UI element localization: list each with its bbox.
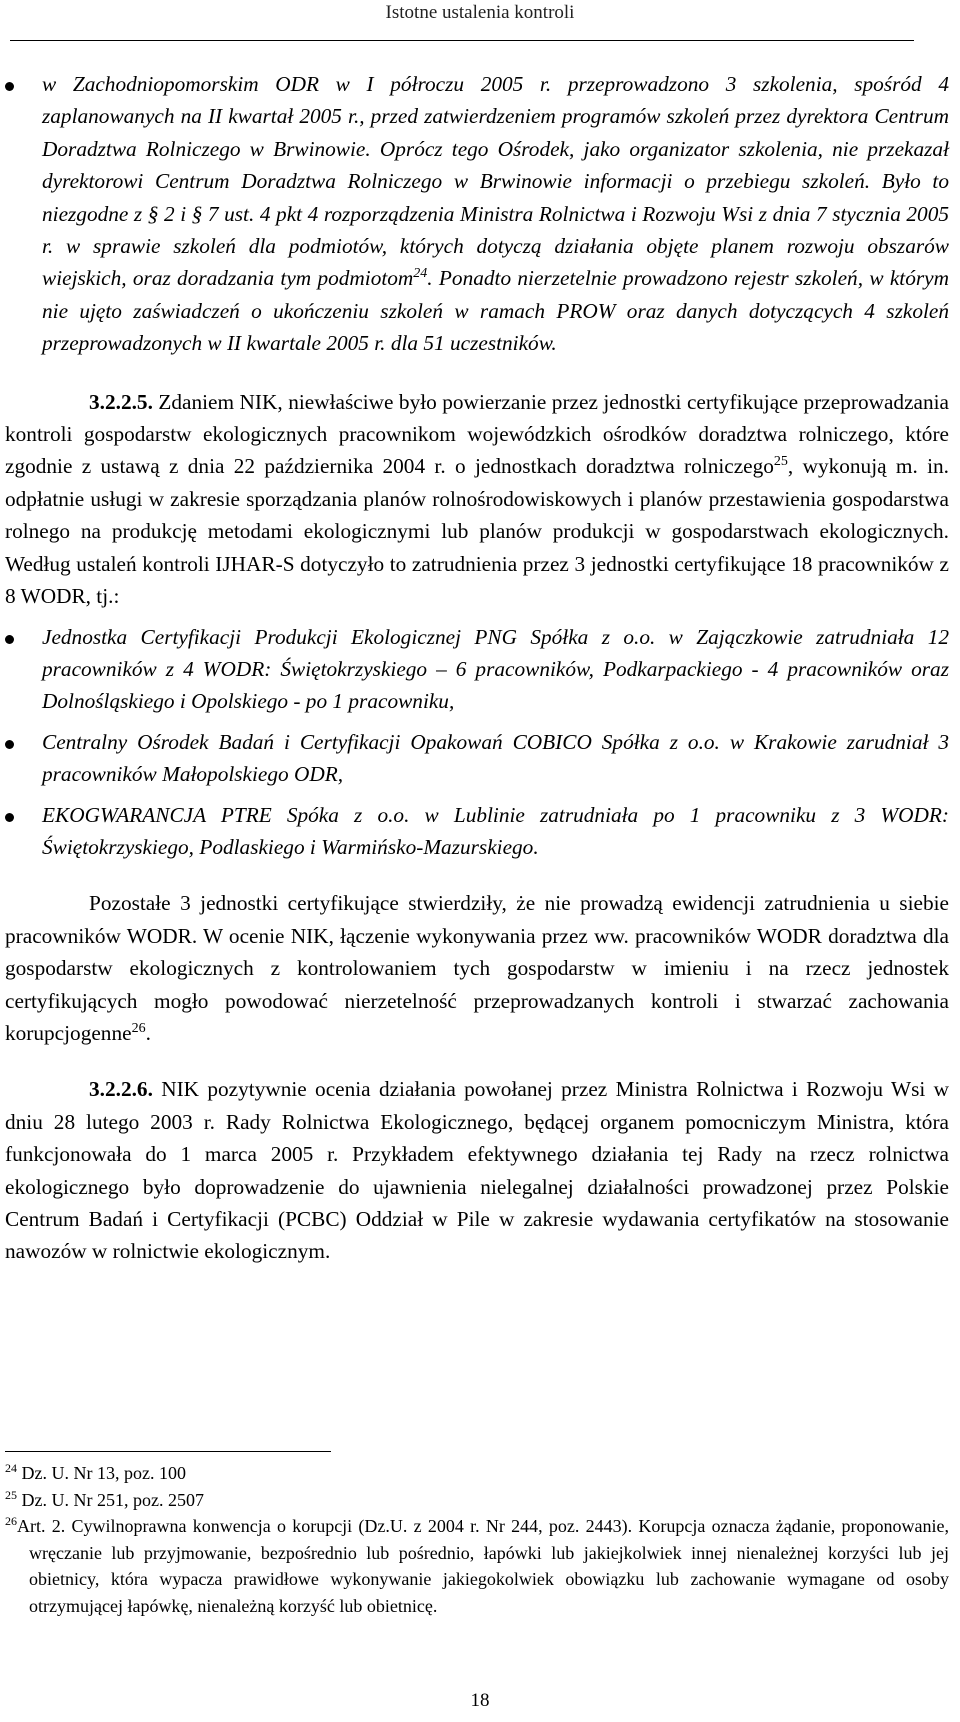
section-number: 3.2.2.5.	[89, 389, 153, 414]
footnote-25: $^{25}$ Dz. U. Nr 251, poz. 2507	[5, 1487, 204, 1510]
footnote-24: $^{24}$ Dz. U. Nr 13, poz. 100	[5, 1461, 186, 1483]
footnote-ref-25[interactable]: 25	[773, 454, 788, 470]
bullet-icon	[5, 740, 14, 749]
header-divider	[10, 40, 914, 41]
list-item: EKOGWARANCJA PTRE Spóka z o.o. w Lublinie zatrudniała po 1 pracowniku z 3 WODR: Świętokrzyskiego, Podlaskiego i Warmińsko-Mazurskiego.	[5, 799, 949, 864]
certification-bodies-list	[5, 621, 949, 864]
main-text	[5, 68, 949, 1268]
section-3-2-2-5: 3.2.2.5. Zdaniem NIK, niewłaściwe było powierzanie przez jednostki certyfikujące przeprowadzania kontroli gospodarstw ekologicznych pracownikom wojewódzkich ośrodków doradztwa rolniczego, które zgodnie z ustawą z dnia 22 października 2004 r. o jednostkach doradztwa rolniczego$^{25}$, wykonują m. in. odpłatnie usługi w zakresie sporządzania planów rolnośrodowiskowych i planów przestawienia gospodarstwa rolnego na produkcję metodami ekologicznymi lub planów produkcji w gospodarstwach ekologicznych. Według ustaleń kontroli IJHAR-S dotyczyło to zatrudnienia przez 3 jednostki certyfikujące 18 pracowników z 8 WODR, tj.:	[5, 389, 949, 609]
list-item: Jednostka Certyfikacji Produkcji Ekologicznej PNG Spółka z o.o. w Zajączkowie zatrudniała 12 pracowników z 4 WODR: Świętokrzyskiego – 6 pracowników, Podkarpackiego - 4 pracowników oraz Dolnośląskiego i Opolskiego - po 1 pracowniku,	[5, 621, 949, 718]
bullet-icon	[5, 82, 14, 91]
intro-bullet-list	[5, 68, 949, 360]
footnotes	[5, 1460, 949, 1620]
list-item: w Zachodniopomorskim ODR w I półroczu 2005 r. przeprowadzono 3 szkolenia, spośród 4 zaplanowanych na II kwartał 2005 r., przed zatwierdzeniem programów szkoleń przez dyrektora Centrum Doradztwa Rolniczego w Brwinowie. Oprócz tego Ośrodek, jako organizator szkolenia, nie przekazał dyrektorowi Centrum Doradztwa Rolniczego w Brwinowie informacji o przebiegu szkoleń. Było to niezgodne z § 2 i § 7 ust. 4 pkt 4 rozporządzenia Ministra Rolnictwa i Rozwoju Wsi z dnia 7 stycznia 2005 r. w sprawie szkoleń dla podmiotów, których dotyczą działania objęte planem rozwoju obszarów wiejskich, oraz doradzania tym podmiotom$^{24}$. Ponadto nierzetelnie prowadzono rejestr szkoleń, w którym nie ujęto zaświadczeń o ukończeniu szkoleń w ramach PROW oraz danych dotyczących 4 szkoleń przeprowadzonych w II kwartale 2005 r. dla 51 uczestników.	[5, 68, 949, 360]
bullet-icon	[5, 635, 14, 644]
list-item: Centralny Ośrodek Badań i Certyfikacji Opakowań COBICO Spółka z o.o. w Krakowie zarudniał 3 pracowników Małopolskiego ODR,	[5, 726, 949, 791]
section-3-2-2-6: 3.2.2.6. NIK pozytywnie ocenia działania powołanej przez Ministra Rolnictwa i Rozwoju Wsi w dniu 28 lutego 2003 r. Rady Rolnictwa Ekologicznego, będącej organem pomocniczym Ministra, która funkcjonowała do 1 marca 2005 r. Przykładem efektywnego działania tej Rady na rzecz rolnictwa ekologicznego było doprowadzenie do ujawnienia nielegalnej działalności prowadzonej przez Polskie Centrum Badań i Certyfikacji (PCBC) Oddział w Pile w zakresie wydawania certyfikatów na stosowanie nawozów w rolnictwie ekologicznym.	[5, 1077, 949, 1264]
footnote-ref-26[interactable]: 26	[131, 1020, 146, 1036]
running-header: Istotne ustalenia kontroli	[385, 2, 575, 23]
paragraph-remaining-bodies: Pozostałe 3 jednostki certyfikujące stwierdziły, że nie prowadzą ewidencji zatrudnienia u siebie pracowników WODR. W ocenie NIK, łączenie wykonywania przez ww. pracowników WODR doradztwa dla gospodarstw ekologicznych z kontrolowaniem tych gospodarstw w imieniu i na rzecz jednostek certyfikujących mogło powodować nierzetelność przeprowadzanych kontroli i stwarzać zachowania korupcjogenne$^{26}$.	[5, 891, 949, 1045]
page-number: 18	[470, 1690, 490, 1711]
footnote-26: $^{26}$Art. 2. Cywilnoprawna konwencja o korupcji (Dz.U. z 2004 r. Nr 244, poz. 2443). Korupcja oznacza żądanie, proponowanie, wręczanie lub przyjmowanie, bezpośrednio lub pośrednio, łapówki lub jakiejkolwiek innej nienależnej korzyści lub jej obietnicy, która wypacza prawidłowe wykonywanie jakiegokolwiek obowiązku lub zachowanie wymagane od osoby otrzymującej łapówkę, nienależną korzyść lub obietnicę.	[5, 1514, 949, 1616]
section-number: 3.2.2.6.	[89, 1077, 153, 1102]
footnote-divider	[5, 1451, 331, 1452]
bullet-icon	[5, 813, 14, 822]
footnote-ref-24[interactable]: 24	[413, 266, 428, 282]
